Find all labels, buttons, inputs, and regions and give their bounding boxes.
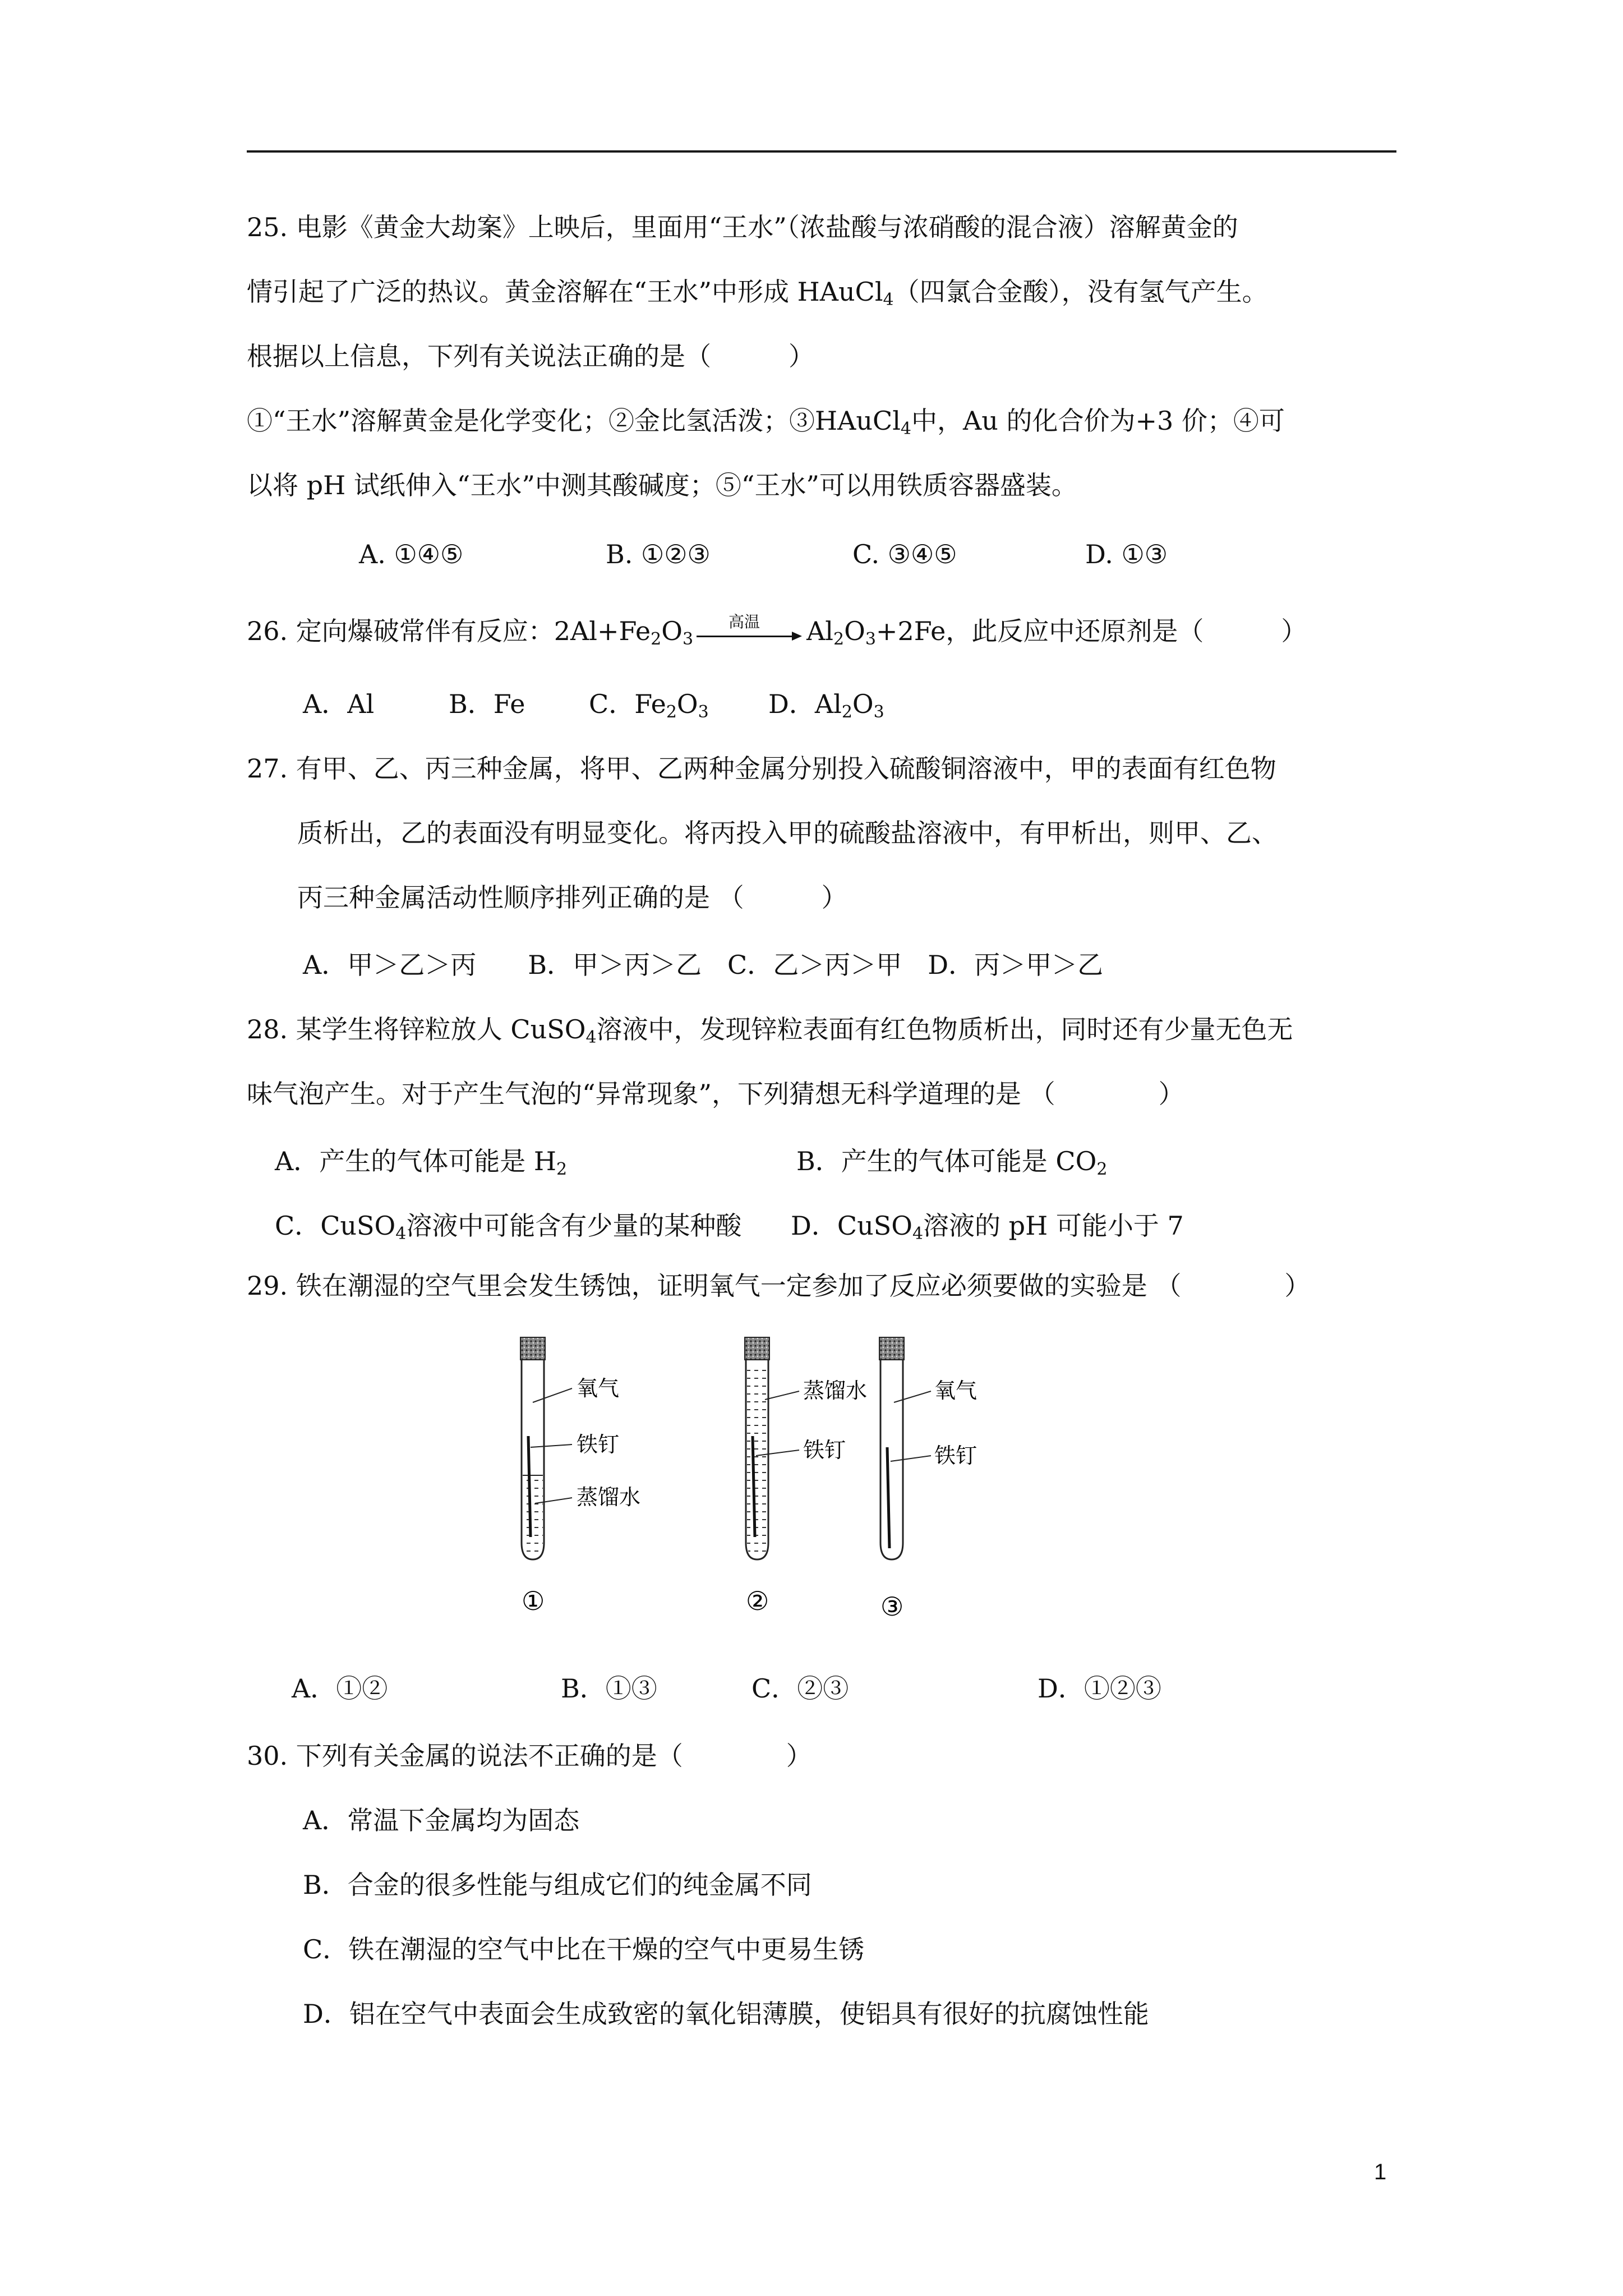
q25-option-a: A. ①④⑤ (359, 539, 464, 569)
q25-line2: 情引起了广泛的热议。黄金溶解在“王水”中形成 HAuCl$_4$（四氯合金酸），没有氢气产生。 (247, 277, 1268, 310)
q28-option-d: D．CuSO$_4$溶液的 pH 可能小于 7 (791, 1211, 1184, 1244)
stopper-2 (745, 1337, 769, 1360)
stopper-3 (879, 1337, 904, 1360)
tube-2 (745, 1337, 867, 1616)
q26-option-d: D．$Al_2O_3$ (768, 689, 884, 722)
reaction-condition: 高温 (728, 613, 760, 631)
q26-option-a: A．Al (303, 689, 375, 719)
q26-line1: 26. 定向爆破常伴有反应：$2Al+Fe_2O_3$ 高温 $Al_2O_3+2Fe$，此反应中还原剂是（ ） (247, 613, 1307, 649)
tube3-label-oxygen: 氧气 (934, 1378, 978, 1403)
q29-option-a: A．①② (292, 1673, 388, 1704)
q25-line1: 25. 电影《黄金大劫案》上映后，里面用“王水”（浓盐酸与浓硝酸的混合液）溶解黄金的 (247, 212, 1238, 242)
tube1-number: ① (522, 1586, 545, 1616)
tube2-label-water: 蒸馏水 (803, 1378, 868, 1403)
distilled-water-1 (523, 1475, 543, 1558)
q28-option-c: C．CuSO$_4$溶液中可能含有少量的某种酸 (275, 1211, 742, 1244)
stopper-1 (520, 1337, 545, 1360)
q27-options: A．甲＞乙＞丙 B．甲＞丙＞乙 C．乙＞丙＞甲 D．丙＞甲＞乙 (303, 950, 1104, 980)
q25-line3: 根据以上信息，下列有关说法正确的是（ ） (247, 341, 814, 371)
q28-line1: 28. 某学生将锌粒放人 CuSO$_4$溶液中，发现锌粒表面有红色物质析出，同时还有少量无色无 (247, 1014, 1293, 1047)
q27-line2: 质析出，乙的表面没有明显变化。将丙投入甲的硫酸盐溶液中，有甲析出，则甲、乙、 (297, 818, 1278, 848)
distilled-water-2 (747, 1369, 767, 1558)
q25-option-b: B. ①②③ (606, 539, 711, 569)
q30-option-d: D．铝在空气中表面会生成致密的氧化铝薄膜，使铝具有很好的抗腐蚀性能 (303, 1999, 1149, 2029)
q25-line4: ①“王水”溶解黄金是化学变化；②金比氢活泼；③HAuCl$_4$中，Au 的化合价为+3 价；④可 (247, 406, 1285, 439)
iron-nail-3 (887, 1447, 889, 1548)
tube1-label-nail: 铁钉 (577, 1432, 620, 1457)
q25-option-c: C. ③④⑤ (852, 539, 957, 569)
tube2-label-nail: 铁钉 (803, 1438, 846, 1462)
test-tube-figure (494, 1335, 987, 1638)
q27-line1: 27. 有甲、乙、丙三种金属，将甲、乙两种金属分别投入硫酸铜溶液中，甲的表面有红色物 (247, 753, 1276, 784)
tube-1 (520, 1337, 640, 1616)
q28-option-b: B．产生的气体可能是 $CO_2$ (796, 1146, 1108, 1179)
q29-line1: 29. 铁在潮湿的空气里会发生锈蚀，证明氧气一定参加了反应必须要做的实验是 （ ） (247, 1271, 1311, 1301)
q28-option-a: A．产生的气体可能是 $H_2$ (275, 1146, 568, 1179)
header-rule (247, 150, 1396, 153)
tube-3 (879, 1337, 977, 1622)
q29-option-b: B．①③ (561, 1673, 657, 1704)
page-number: 1 (1374, 2160, 1387, 2184)
q25-option-d: D. ①③ (1085, 539, 1168, 569)
q26-option-c: C．$Fe_2O_3$ (589, 689, 709, 722)
q29-option-c: C．②③ (751, 1673, 849, 1704)
q28-line2: 味气泡产生。对于产生气泡的“异常现象”，下列猜想无科学道理的是 （ ） (247, 1079, 1184, 1109)
q30-option-c: C．铁在潮湿的空气中比在干燥的空气中更易生锈 (303, 1934, 865, 1964)
q30-option-a: A．常温下金属均为固态 (303, 1805, 580, 1835)
q26-option-b: B．Fe (449, 689, 525, 719)
q29-option-d: D．①②③ (1038, 1673, 1161, 1704)
tube3-number: ③ (880, 1591, 904, 1622)
tube1-label-oxygen: 氧气 (577, 1376, 620, 1401)
q30-option-b: B．合金的很多性能与组成它们的纯金属不同 (303, 1870, 812, 1900)
tube2-number: ② (746, 1586, 769, 1616)
tube1-label-water: 蒸馏水 (577, 1485, 641, 1510)
q27-line3: 丙三种金属活动性顺序排列正确的是 （ ） (297, 882, 847, 913)
tube3-label-nail: 铁钉 (934, 1443, 978, 1468)
q30-line1: 30. 下列有关金属的说法不正确的是（ ） (247, 1741, 812, 1771)
q25-line5: 以将 pH 试纸伸入“王水”中测其酸碱度；⑤“王水”可以用铁质容器盛装。 (247, 470, 1077, 500)
reaction-arrow (697, 613, 803, 650)
